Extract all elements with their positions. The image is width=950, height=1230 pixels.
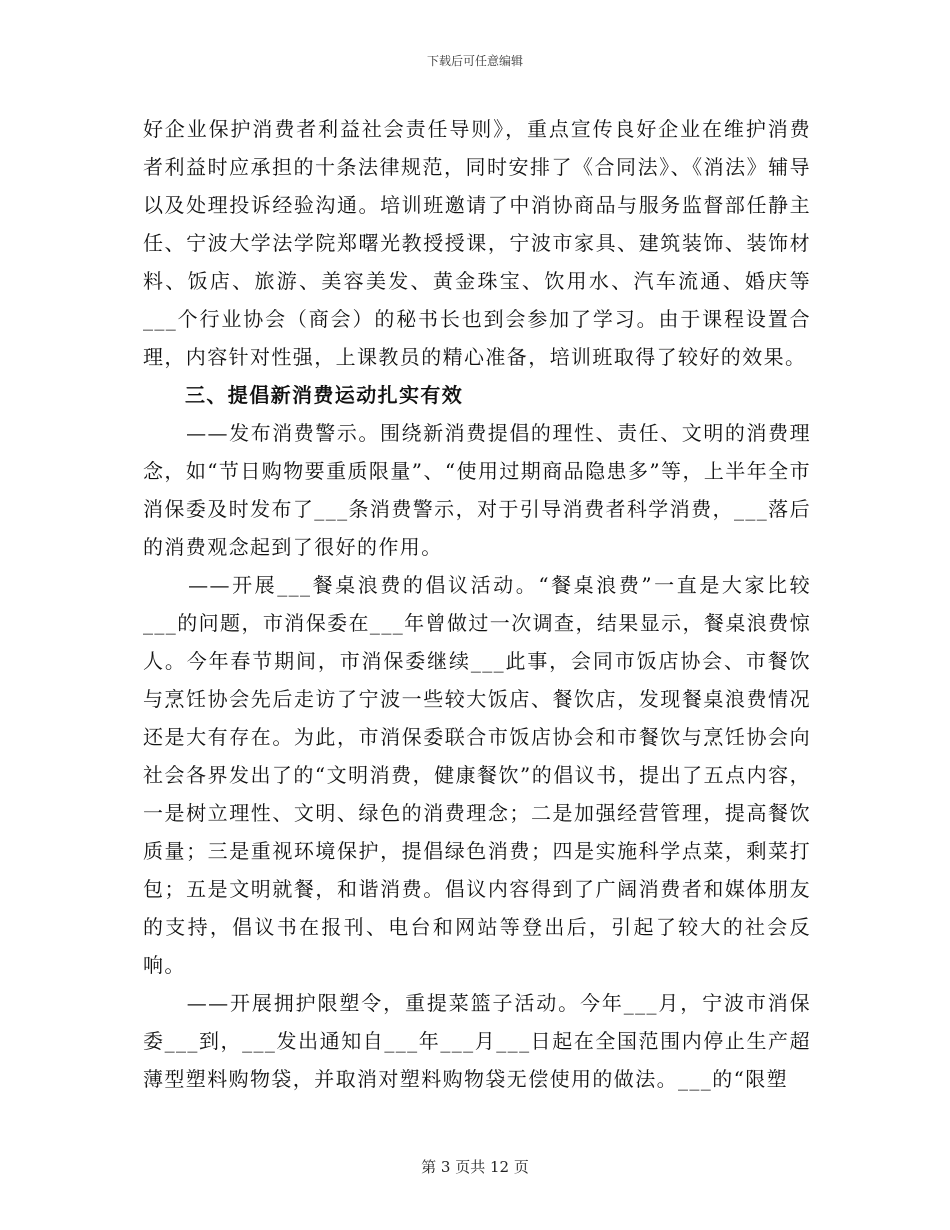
section-heading: 三、提倡新消费运动扎实有效: [185, 383, 464, 407]
page-footer: 第 3 页共 12 页: [421, 1158, 529, 1176]
paragraph-table-waste: ——开展___餐桌浪费的倡议活动。“餐桌浪费”一直是大家比较___的问题，市消保委在___年曾做过一次调查，结果显示，餐桌浪费惊人。今年春节期间，市消保委继续___此事，会同市饭店协会、市餐饮与烹饪协会先后走访了宁波一些较大饭店、餐饮店，发现餐桌浪费情况还是大有存在。为此，市消保委联合市饭店协会和市餐饮与烹饪协会向社会各界发出了的“文明消费，健康餐饮”的倡议书，提出了五点内容，一是树立理性、文明、绿色的消费理念；二是加强经营管理，提高餐饮质量；三是重视环境保护，提倡绿色消费；四是实施科学点菜，剩菜打包；五是文明就餐，和谐消费。倡议内容得到了广阔消费者和媒体朋友的支持，倡议书在报刊、电台和网站等登出后，引起了较大的社会反响。: [143, 573, 811, 977]
paragraph-consumer-warning: ——发布消费警示。围绕新消费提倡的理性、责任、文明的消费理念，如“节日购物要重质限量”、“使用过期商品隐患多”等，上半年全市消保委及时发布了___条消费警示，对于引导消费者科学消费，___落后的消费观念起到了很好的作用。: [143, 421, 811, 559]
paragraph-training: 好企业保护消费者利益社会责任导则》，重点宣传良好企业在维护消费者利益时应承担的十条法律规范，同时安排了《合同法》、《消法》辅导以及处理投诉经验沟通。培训班邀请了中消协商品与服务监督部任静主任、宁波大学法学院郑曙光教授授课，宁波市家具、建筑装饰、装饰材料、饭店、旅游、美容美发、黄金珠宝、饮用水、汽车流通、婚庆等___个行业协会（商会）的秘书长也到会参加了学习。由于课程设置合理，内容针对性强，上课教员的精心准备，培训班取得了较好的效果。: [143, 117, 811, 369]
page-header: 下载后可任意编辑: [426, 54, 523, 68]
document-body: [143, 110, 811, 1098]
paragraph-plastic-limit: ——开展拥护限塑令，重提菜篮子活动。今年___月，宁波市消保委___到，___发出通知自___年___月___日起在全国范围内停止生产超薄型塑料购物袋，并取消对塑料购物袋无偿使用的做法。___的“限塑: [143, 991, 811, 1091]
